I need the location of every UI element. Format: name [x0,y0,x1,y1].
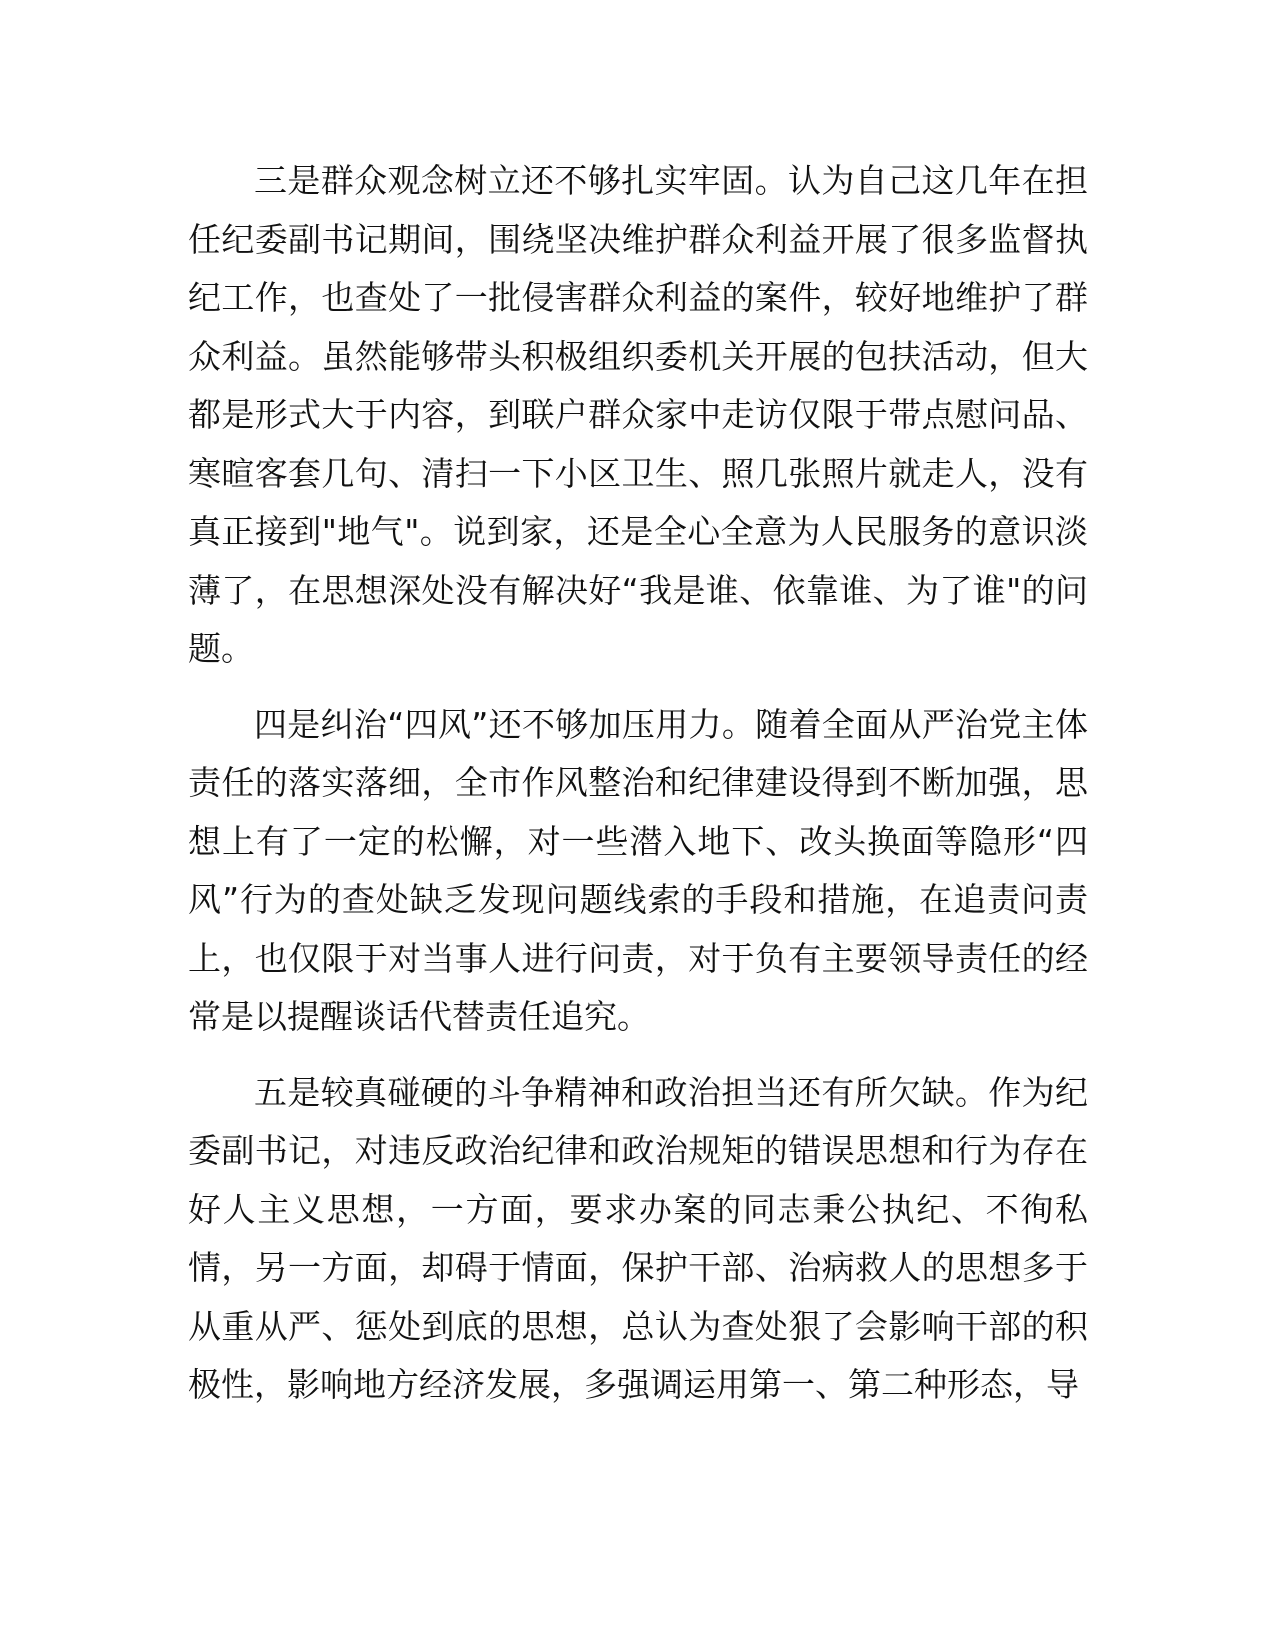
paragraph-four-four-styles: 四是纠治“四风”还不够加压用力。随着全面从严治党主体责任的落实落细，全市作风整治和纪律建设得到不断加强，思想上有了一定的松懈，对一些潜入地下、改头换面等隐形“四风”行为的查处缺乏发现问题线索的手段和措施，在追责问责上，也仅限于对当事人进行问责，对于负有主要领导责任的经常是以提醒谈话代替责任追究。 [188,704,1088,1036]
document-body [188,152,1088,1432]
paragraph-five-fighting-spirit: 五是较真碰硬的斗争精神和政治担当还有所欠缺。作为纪委副书记，对违反政治纪律和政治规矩的错误思想和行为存在好人主义思想，一方面，要求办案的同志秉公执纪、不徇私情，另一方面，却碍于情面，保护干部、治病救人的思想多于从重从严、惩处到底的思想，总认为查处狠了会影响干部的积极性，影响地方经济发展，多强调运用第一、第二种形态，导 [188,1072,1088,1404]
paragraph-three-mass-concept: 三是群众观念树立还不够扎实牢固。认为自己这几年在担任纪委副书记期间，围绕坚决维护群众利益开展了很多监督执纪工作，也查处了一批侵害群众利益的案件，较好地维护了群众利益。虽然能够带头积极组织委机关开展的包扶活动，但大都是形式大于内容，到联户群众家中走访仅限于带点慰问品、寒暄客套几句、清扫一下小区卫生、照几张照片就走人，没有真正接到"地气"。说到家，还是全心全意为人民服务的意识淡薄了，在思想深处没有解决好“我是谁、依靠谁、为了谁"的问题。 [188,161,1088,668]
